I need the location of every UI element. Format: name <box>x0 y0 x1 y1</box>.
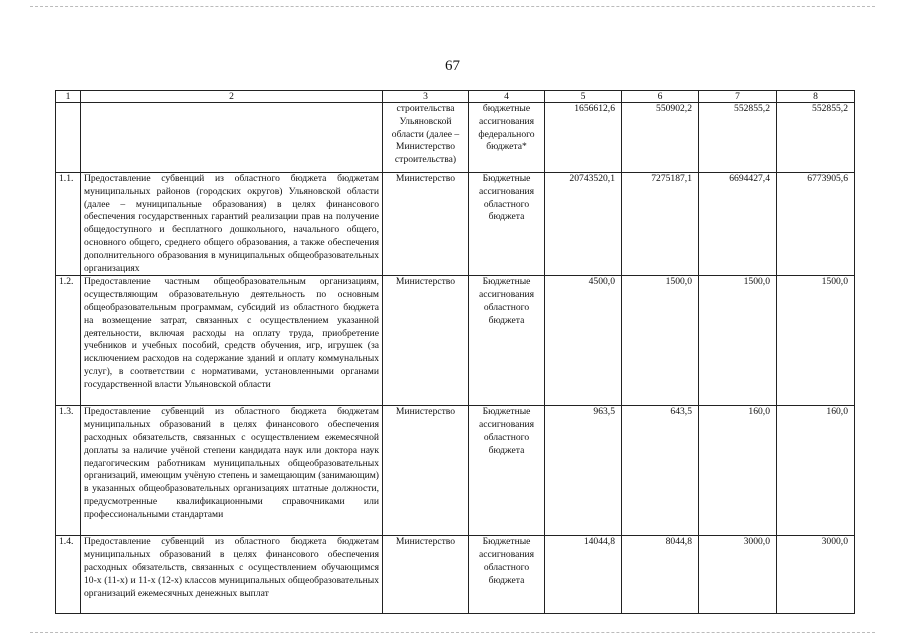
row-value-year-3: 1500,0 <box>777 276 855 406</box>
row-value-year-3: 6773905,6 <box>777 173 855 276</box>
row-number: 1.2. <box>56 276 81 406</box>
scan-top-border <box>30 6 875 7</box>
column-number-8: 8 <box>777 91 855 103</box>
row-value-year-2: 160,0 <box>699 406 777 536</box>
row-number <box>56 103 81 173</box>
row-value-year-1: 7275187,1 <box>622 173 699 276</box>
row-value-year-1: 8044,8 <box>622 536 699 614</box>
row-description: Предоставление частным общеобразовательным организациям, осуществляющим образовательную деятельность по основным общеобразовательным программам, субсидий из областного бюджета на возмещение затрат, связанных с осуществлением указанной деятельности, включая расходы на оплату труда, приобретение учебников и учебных пособий, средств обучения, игр, игрушек (за исключением расходов на содержание зданий и оплату коммунальных услуг), в соответствии с нормативами, установленными органами государственной власти Ульяновской области <box>81 276 383 406</box>
row-number: 1.3. <box>56 406 81 536</box>
row-value-year-2: 6694427,4 <box>699 173 777 276</box>
row-funding-source: бюджетные ассигнования федерального бюджета* <box>469 103 545 173</box>
table-row <box>56 536 855 614</box>
row-description <box>81 103 383 173</box>
column-number-1: 1 <box>56 91 81 103</box>
row-number: 1.4. <box>56 536 81 614</box>
row-value-year-2: 552855,2 <box>699 103 777 173</box>
row-value-total: 963,5 <box>545 406 622 536</box>
column-number-2: 2 <box>81 91 383 103</box>
row-funding-source: Бюджетные ассигнования областного бюджета <box>469 173 545 276</box>
row-executor: Министерство <box>383 173 469 276</box>
column-number-6: 6 <box>622 91 699 103</box>
row-value-total: 14044,8 <box>545 536 622 614</box>
row-executor: строительства Ульяновской области (далее – Министерство строительства) <box>383 103 469 173</box>
row-value-total: 1656612,6 <box>545 103 622 173</box>
row-funding-source: Бюджетные ассигнования областного бюджета <box>469 536 545 614</box>
row-value-year-3: 552855,2 <box>777 103 855 173</box>
budget-table <box>55 90 855 614</box>
row-value-total: 4500,0 <box>545 276 622 406</box>
column-number-3: 3 <box>383 91 469 103</box>
row-value-year-3: 160,0 <box>777 406 855 536</box>
row-number: 1.1. <box>56 173 81 276</box>
column-number-4: 4 <box>469 91 545 103</box>
row-executor: Министерство <box>383 406 469 536</box>
row-value-year-1: 1500,0 <box>622 276 699 406</box>
row-executor: Министерство <box>383 536 469 614</box>
row-funding-source: Бюджетные ассигнования областного бюджета <box>469 276 545 406</box>
row-description: Предоставление субвенций из областного бюджета бюджетам муниципальных образований в целях финансового обеспечения расходных обязательств, связанных с осуществлением обучающимся 10-х (11-х) и 11-х (12-х) классов муниципальных общеобразовательных организаций ежемесячных денежных выплат <box>81 536 383 614</box>
column-number-5: 5 <box>545 91 622 103</box>
row-value-year-2: 3000,0 <box>699 536 777 614</box>
table-row <box>56 173 855 276</box>
table-row <box>56 276 855 406</box>
row-executor: Министерство <box>383 276 469 406</box>
page-number: 67 <box>445 58 460 74</box>
row-description: Предоставление субвенций из областного бюджета бюджетам муниципальных районов (городских округов) Ульяновской области (далее – муниципальные образования) в целях финансового обеспечения государственных гарантий реализации прав на получение общедоступного и бесплатного дошкольного, начального общего, основного общего, среднего общего образования, а также обеспечения дополнительного образования в муниципальных общеобразовательных организациях <box>81 173 383 276</box>
row-funding-source: Бюджетные ассигнования областного бюджета <box>469 406 545 536</box>
table-row <box>56 406 855 536</box>
table-row <box>56 103 855 173</box>
row-value-year-1: 550902,2 <box>622 103 699 173</box>
column-number-7: 7 <box>699 91 777 103</box>
row-value-year-3: 3000,0 <box>777 536 855 614</box>
table-header-row <box>56 91 855 103</box>
row-value-year-2: 1500,0 <box>699 276 777 406</box>
row-description: Предоставление субвенций из областного бюджета бюджетам муниципальных образований в целях финансового обеспечения расходных обязательств, связанных с осуществлением ежемесячной доплаты за наличие учёной степени кандидата наук или доктора наук педагогическим работникам муниципальных общеобразовательных организаций, имеющим учёную степень и замещающим (занимающим) в указанных общеобразовательных организациях штатные должности, предусмотренные квалификационными справочниками или профессиональными стандартами <box>81 406 383 536</box>
row-value-total: 20743520,1 <box>545 173 622 276</box>
scan-bottom-border <box>30 632 875 633</box>
row-value-year-1: 643,5 <box>622 406 699 536</box>
